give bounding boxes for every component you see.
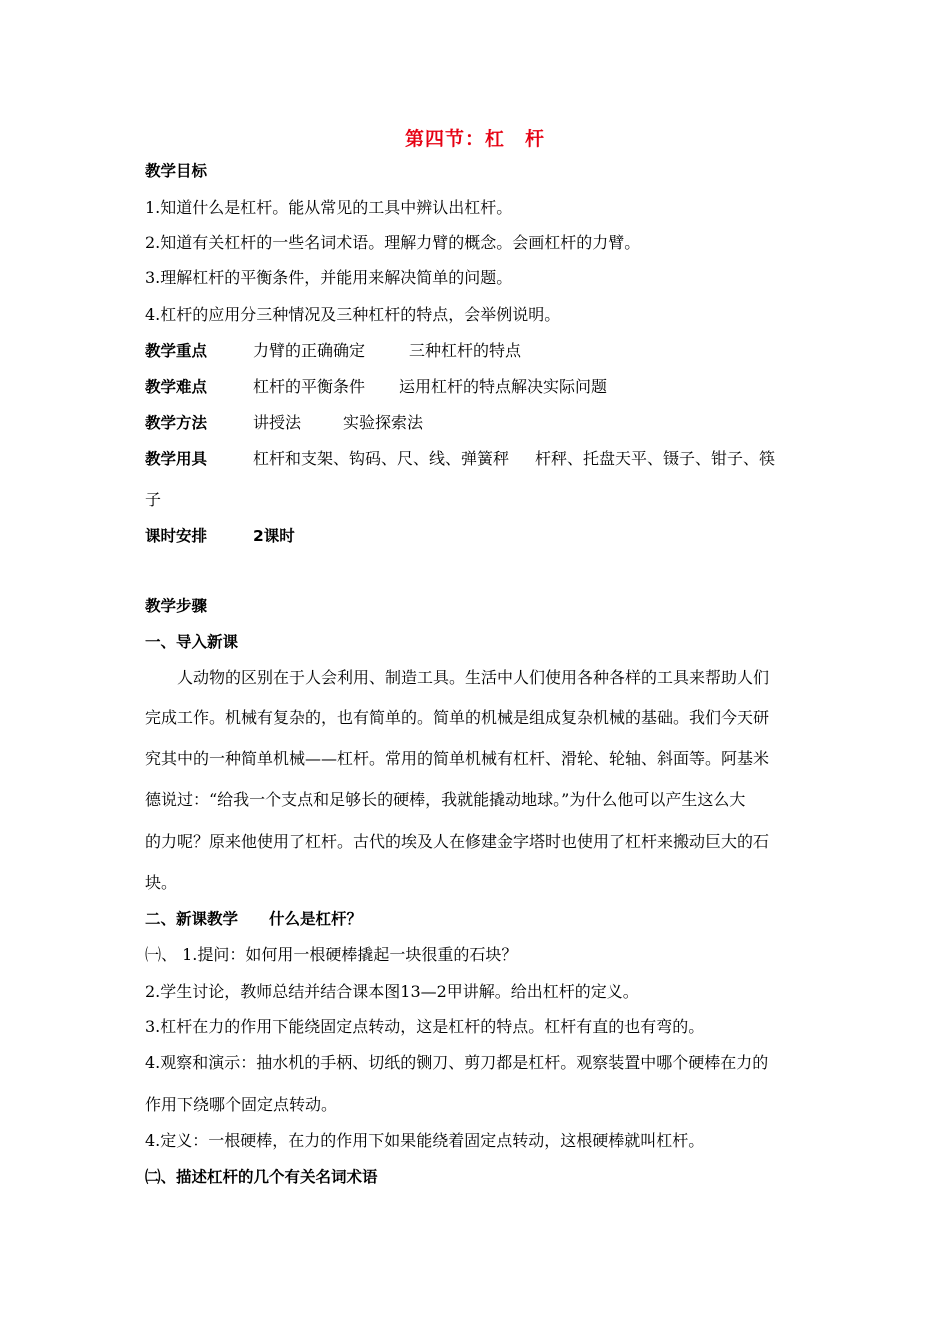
difficulty-row [145, 376, 607, 398]
objective-item-3: 3.理解杠杆的平衡条件，并能用来解决简单的问题。 [145, 268, 513, 287]
intro-line-6: 块。 [145, 873, 178, 892]
intro-line-2: 完成工作。机械有复杂的，也有简单的。简单的机械是组成复杂机械的基础。我们今天研 [145, 708, 770, 727]
intro-line-5: 的力呢？原来他使用了杠杆。古代的埃及人在修建金字塔时也使用了杠杆来搬动巨大的石 [145, 832, 770, 851]
new-item-4: 4.观察和演示：抽水机的手柄、切纸的铡刀、剪刀都是杠杆。观察装置中哪个硬棒在力的 [145, 1053, 769, 1072]
intro-line-1: 人动物的区别在于人会利用、制造工具。生活中人们使用各种各样的工具来帮助人们 [177, 668, 770, 687]
method-label: 教学方法 [145, 414, 208, 432]
focus-value-1: 力臂的正确确定 [253, 341, 366, 360]
new-item-3: 3.杠杆在力的作用下能绕固定点转动，这是杠杆的特点。杠杆有直的也有弯的。 [145, 1017, 705, 1036]
focus-label: 教学重点 [145, 342, 208, 360]
difficulty-value-1: 杠杆的平衡条件 [253, 377, 366, 396]
focus-row [145, 340, 521, 362]
sub-heading: ㈡、描述杠杆的几个有关名词术语 [145, 1168, 378, 1186]
tools-label: 教学用具 [145, 450, 208, 468]
schedule-value: 2课时 [253, 527, 295, 545]
intro-line-3: 究其中的一种简单机械——杠杆。常用的简单机械有杠杆、滑轮、轮轴、斜面等。阿基米 [145, 749, 770, 768]
new-item-1: ㈠、 1.提问：如何用一根硬棒撬起一块很重的石块？ [145, 945, 518, 964]
intro-line-4: 德说过：“给我一个支点和足够长的硬棒，我就能撬动地球。”为什么他可以产生这么大 [145, 790, 746, 809]
difficulty-label: 教学难点 [145, 378, 208, 396]
new-lesson-heading: 二、新课教学 什么是杠杆？ [145, 910, 363, 928]
intro-heading: 一、导入新课 [145, 633, 239, 651]
difficulty-value-2: 运用杠杆的特点解决实际问题 [399, 377, 608, 396]
new-item-2: 2.学生讨论，教师总结并结合课本图13—2甲讲解。给出杠杆的定义。 [145, 982, 639, 1001]
schedule-row [145, 525, 295, 547]
steps-heading: 教学步骤 [145, 597, 208, 615]
new-item-4-continued: 作用下绕哪个固定点转动。 [145, 1095, 338, 1114]
tools-value-1: 杠杆和支架、钩码、尺、线、弹簧秤 [253, 449, 510, 468]
focus-value-2: 三种杠杆的特点 [409, 341, 522, 360]
tools-row [145, 448, 775, 470]
page-title: 第四节：杠 杆 [404, 128, 545, 150]
objective-item-4: 4.杠杆的应用分三种情况及三种杠杆的特点，会举例说明。 [145, 305, 561, 324]
tools-continued: 子 [145, 490, 162, 509]
method-value-1: 讲授法 [253, 413, 302, 432]
objective-item-2: 2.知道有关杠杆的一些名词术语。理解力臂的概念。会画杠杆的力臂。 [145, 233, 641, 252]
method-value-2: 实验探索法 [343, 413, 424, 432]
method-row [145, 412, 423, 434]
objectives-heading: 教学目标 [145, 162, 208, 180]
new-item-5: 4.定义：一根硬棒，在力的作用下如果能绕着固定点转动，这根硬棒就叫杠杆。 [145, 1131, 705, 1150]
tools-value-2: 杆秤、托盘天平、镊子、钳子、筷 [535, 449, 776, 468]
objective-item-1: 1.知道什么是杠杆。能从常见的工具中辨认出杠杆。 [145, 198, 513, 217]
schedule-label: 课时安排 [145, 527, 208, 545]
